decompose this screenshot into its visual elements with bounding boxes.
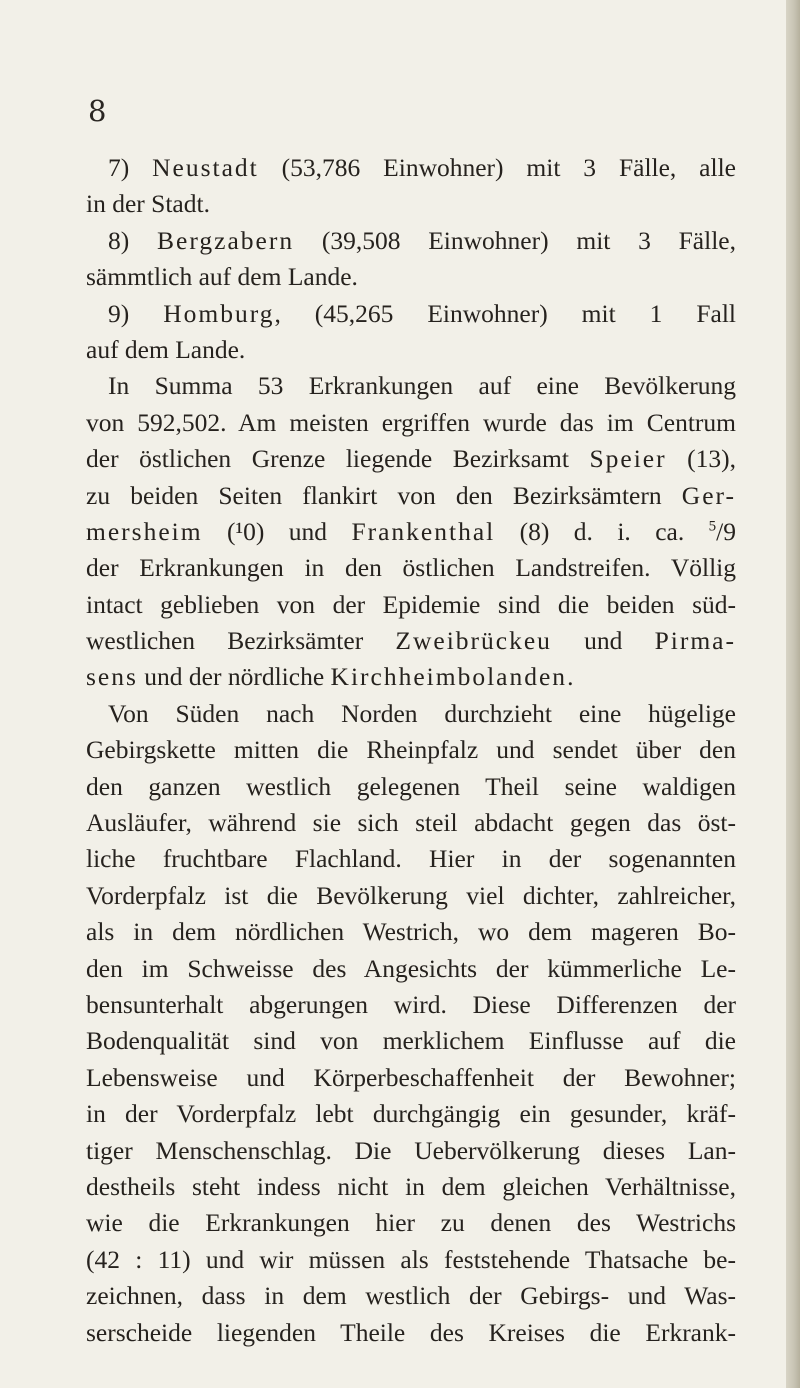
text-line [86,186,736,222]
text-segment: von 592,502. Am meisten ergriffen wurde das im Centrum [86,407,736,437]
text-line [86,1096,736,1132]
text-line [86,150,736,186]
text-segment: der Erkrankungen in den östlichen Landstreifen. Völlig [86,553,736,583]
text-line [86,441,736,477]
text-line [86,769,736,805]
text-segment: in der Vorderpfalz lebt durchgängig ein gesunder, kräf- [86,1099,736,1129]
text-segment: (39,508 Einwohner) mit 3 Fälle, [294,225,736,255]
spaced-name-segment: Zweibrückeu [395,626,552,656]
text-line [86,259,736,295]
page-edge-shadow [786,0,800,1388]
text-segment: Gebirgskette mitten die Rheinpfalz und sendet über den [86,735,736,765]
text-line [86,987,736,1023]
text-segment: , (45,265 Einwohner) mit 1 Fall [274,298,736,328]
text-segment: sämmtlich auf dem Lande. [86,262,358,292]
text-line [86,296,736,332]
text-line [86,514,736,550]
text-segment: als in dem nördlichen Westrich, wo dem mageren Bo- [86,917,736,947]
spaced-name-segment: Homburg [163,298,275,328]
text-segment: (53,786 Einwohner) mit 3 Fälle, alle [258,153,736,182]
text-segment: auf dem Lande. [86,334,246,364]
text-line [86,1023,736,1059]
text-segment: den ganzen westlich gelegenen Theil seine waldigen [86,771,736,801]
text-line [86,587,736,623]
text-segment: intact geblieben von der Epidemie sind die beiden süd- [86,589,736,619]
text-segment: in der Stadt. [86,189,210,219]
text-line [86,841,736,877]
text-segment: destheils steht indess nicht in dem gleichen Verhältnisse, [86,1171,736,1201]
text-segment: Lebensweise und Körperbeschaffenheit der Bewohner; [86,1062,736,1092]
text-line [86,405,736,441]
text-line [86,1278,736,1314]
text-segment: (8) d. i. ca. [495,516,709,546]
text-segment: westlichen Bezirksämter [86,626,396,656]
text-segment: zu beiden Seiten flankirt von den Bezirksämtern [86,480,682,510]
spaced-name-segment: sens [86,662,138,692]
page-number: 8 [88,94,107,128]
text-segment: 5 [708,518,717,535]
spaced-name-segment: Frankenthal [351,516,496,546]
text-segment: In Summa 53 Erkrankungen auf eine Bevölkerung [108,371,736,401]
text-segment: bensunterhalt abgerungen wird. Diese Differenzen der [86,989,736,1019]
text-line [86,1242,736,1278]
text-line [86,951,736,987]
text-segment: tiger Menschenschlag. Die Uebervölkerung dieses Lan- [86,1135,736,1165]
text-segment: Ausläufer, während sie sich steil abdacht gegen das öst- [86,808,736,838]
text-line [86,223,736,259]
text-segment: und [551,626,655,656]
spaced-name-segment: Neustadt [152,153,259,182]
text-line [86,732,736,768]
text-line [86,623,736,659]
text-segment: wie die Erkrankungen hier zu denen des Westrichs [86,1208,736,1238]
text-line [86,696,736,732]
text-segment: . [567,662,574,692]
text-segment: (42 : 11) und wir müssen als feststehende Thatsache be- [86,1244,736,1274]
spaced-name-segment: Ger- [681,480,736,510]
text-line [86,914,736,950]
text-line [86,1205,736,1241]
text-segment: zeichnen, dass in dem westlich der Gebirgs- und Was- [86,1281,736,1311]
text-segment: Bodenqualität sind von merklichem Einflusse auf die [86,1026,736,1056]
text-line [86,1315,736,1351]
text-line [86,1060,736,1096]
text-segment: /9 [716,516,736,546]
spaced-name-segment: mersheim [86,516,203,546]
text-segment: Von Süden nach Norden durchzieht eine hügelige [108,698,736,728]
text-line [86,478,736,514]
body-text [86,150,736,1351]
text-segment: 7) [108,153,153,182]
text-line [86,332,736,368]
text-segment: 9) [108,298,164,328]
spaced-name-segment: Kirchheimbolanden [330,662,568,692]
text-segment: 8) [108,225,158,255]
text-line [86,878,736,914]
text-line [86,550,736,586]
text-line [86,659,736,695]
text-segment: serscheide liegenden Theile des Kreises die Erkrank- [86,1317,736,1347]
spaced-name-segment: Speier [589,444,667,474]
spaced-name-segment: Pirma- [654,626,736,656]
text-segment: den im Schweisse des Angesichts der kümmerliche Le- [86,953,736,983]
text-segment: (13), [666,444,736,474]
text-segment: und der nördliche [137,662,331,692]
text-line [86,1133,736,1169]
text-line [86,805,736,841]
spaced-name-segment: Bergzabern [157,225,295,255]
text-segment: Vorderpfalz ist die Bevölkerung viel dichter, zahlreicher, [86,880,736,910]
text-line [86,368,736,404]
text-line [86,1169,736,1205]
text-segment: (¹0) und [202,516,352,546]
text-segment: liche fruchtbare Flachland. Hier in der sogenannten [86,844,736,874]
text-segment: der östlichen Grenze liegende Bezirksamt [86,444,590,474]
